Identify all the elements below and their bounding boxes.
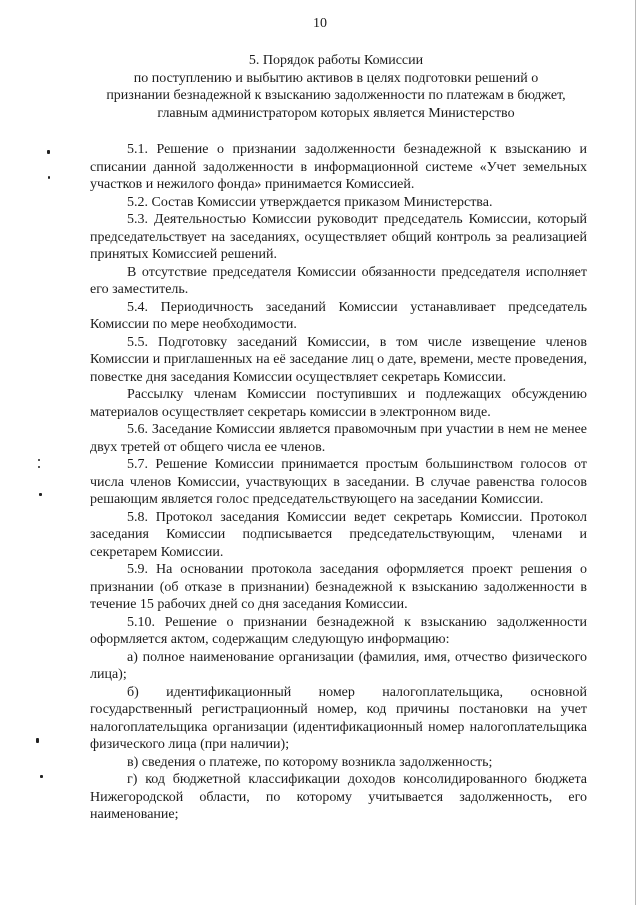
paragraph-5-6: 5.6. Заседание Комиссии является правомочным при участии в нем не менее двух третей от общего числа ее членов. (90, 422, 587, 455)
margin-speck (36, 738, 39, 743)
section-subtitle-line: главным администратором которых является Министерство (157, 105, 515, 121)
scan-edge-line (635, 0, 636, 905)
paragraph-5-9: 5.9. На основании протокола заседания оформляется проект решения о признании (об отказе в признании) безнадежной к взысканию задолженности в течение 15 рабочих дней со дня заседания Комиссии. (90, 562, 587, 612)
paragraph-5-8: 5.8. Протокол заседания Комиссии ведет секретарь Комиссии. Протокол заседания Комиссии подписывается председательствующим, членами и секретарем Комиссии. (90, 509, 587, 560)
section-subtitle-line: признании безнадежной к взысканию задолженности по платежам в бюджет, (106, 88, 566, 103)
list-item-b: б) идентификационный номер налогоплательщика, основной государственный регистрационный номер, код причины постановки на учет налогоплательщика организации (идентификационный номер налогоплательщика физического лица (при наличии); (90, 684, 587, 752)
list-item-a: а) полное наименование организации (фамилия, имя, отчество физического лица); (90, 649, 587, 682)
margin-speck (39, 493, 42, 496)
margin-speck (48, 176, 50, 179)
section-subtitle-line: по поступлению и выбытию активов в целях подготовки решений о (133, 70, 539, 86)
margin-speck (47, 150, 50, 154)
list-item-v: в) сведения о платеже, по которому возникла задолженность; (127, 754, 493, 770)
paragraph-5-3: 5.3. Деятельностью Комиссии руководит председатель Комиссии, который председательствует на заседаниях, осуществляет общий контроль за реализацией принятых Комиссией решений. (90, 212, 587, 262)
margin-speck (38, 459, 40, 461)
section-title: 5. Порядок работы Комиссии (248, 53, 424, 68)
paragraph-mailing: Рассылку членам Комиссии поступивших и подлежащих обсуждению материалов осуществляет секретарь комиссии в электронном виде. (90, 387, 587, 420)
paragraph-deputy: В отсутствие председателя Комиссии обязанности председателя исполняет его заместитель. (90, 264, 587, 297)
margin-speck (40, 775, 43, 778)
list-item-g: г) код бюджетной классификации доходов консолидированного бюджета Нижегородской области, по которому учитывается задолженность, его наименование; (90, 772, 587, 822)
paragraph-5-1: 5.1. Решение о признании задолженности безнадежной к взысканию и списании данной задолженности в информационной системе «Учет земельных участков и нежилого фонда» принимается Комиссией. (90, 142, 587, 192)
document-body (90, 141, 587, 824)
margin-speck (38, 466, 40, 468)
paragraph-5-10: 5.10. Решение о признании безнадежной к взысканию задолженности оформляется актом, содержащим следующую информацию: (90, 614, 587, 647)
paragraph-5-2: 5.2. Состав Комиссии утверждается приказом Министерства. (127, 194, 493, 210)
page-number: 10 (313, 16, 327, 31)
section-heading (86, 52, 586, 122)
paragraph-5-7: 5.7. Решение Комиссии принимается простым большинством голосов от числа членов Комиссии, участвующих в заседании. В случае равенства голосов решающим является голос председательствующего на заседании Комиссии. (90, 457, 587, 507)
paragraph-5-4: 5.4. Периодичность заседаний Комиссии устанавливает председатель Комиссии по мере необходимости. (90, 299, 587, 332)
paragraph-5-5: 5.5. Подготовку заседаний Комиссии, в том числе извещение членов Комиссии и приглашенных на её заседание лиц о дате, времени, месте проведения, повестке дня заседания Комиссии осуществляет секретарь Комиссии. (90, 334, 587, 385)
